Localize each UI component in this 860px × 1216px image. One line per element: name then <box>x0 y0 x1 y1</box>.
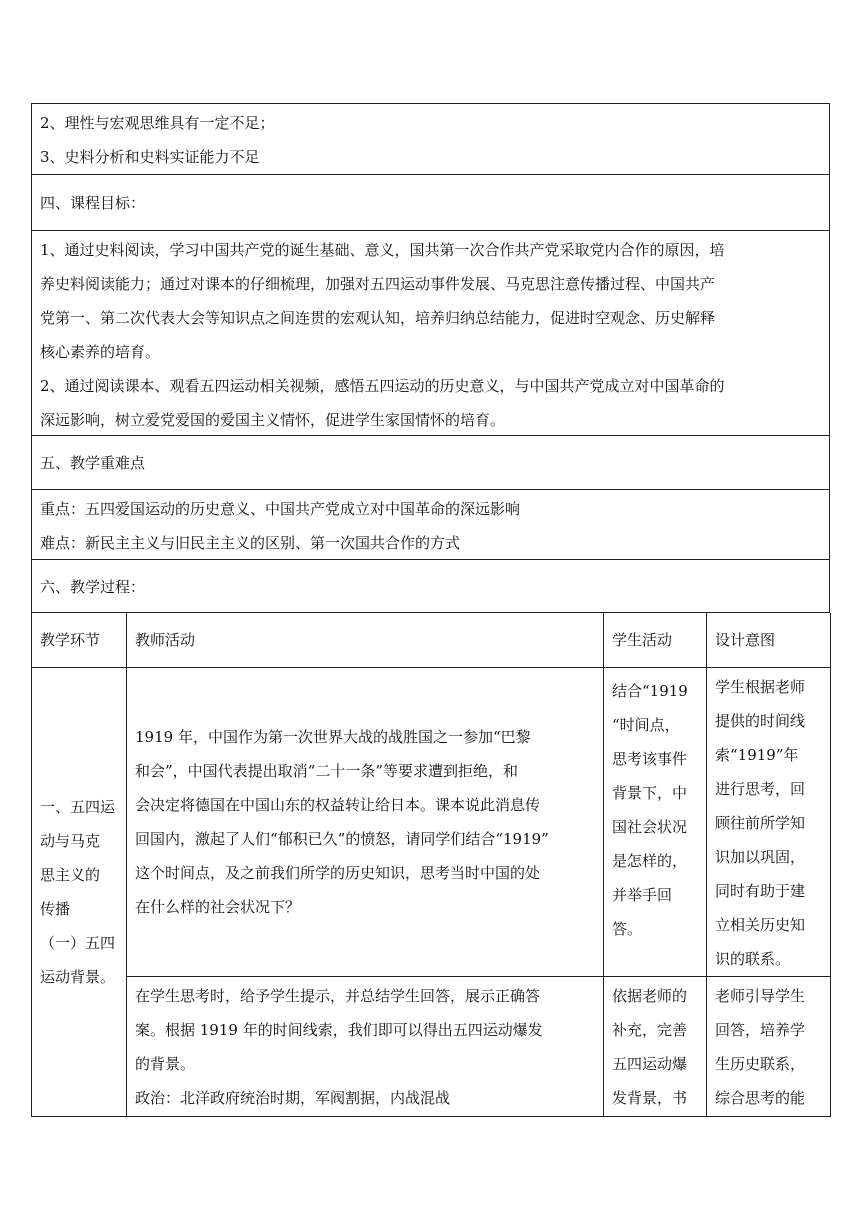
keypoints-heading-block <box>31 436 830 490</box>
goals-block <box>31 231 830 436</box>
process-title: 六、教学过程： <box>40 577 146 596</box>
teacher-line: 的背景。 <box>135 1054 196 1073</box>
stage-line: 思主义的 <box>40 865 101 884</box>
student-line: 发背景，书 <box>612 1088 688 1107</box>
analysis-line-3: 3、史料分析和史料实证能力不足 <box>40 148 260 166</box>
teacher-line: 案。根据 1919 年的时间线索，我们即可以得出五四运动爆发 <box>135 1020 543 1039</box>
goal-line: 2、通过阅读课本、观看五四运动相关视频，感悟五四运动的历史意义，与中国共产党成立对中国革命的 <box>40 377 725 395</box>
stage-line: 动与马克 <box>40 831 101 850</box>
student-line: 并举手回 <box>612 885 673 904</box>
student-line: 背景下，中 <box>612 783 688 802</box>
student-activity-cell <box>604 976 707 1116</box>
goal-line: 党第一、第二次代表大会等知识点之间连贯的宏观认知，培养归纳总结能力，促进时空观念、历史解释 <box>40 309 716 327</box>
student-line: 国社会状况 <box>612 817 688 836</box>
header-design: 设计意图 <box>707 613 831 667</box>
goal-line: 养史料阅读能力；通过对课本的仔细梳理，加强对五四运动事件发展、马克思注意传播过程、中国共产 <box>40 275 716 293</box>
teacher-line: 和会”，中国代表提出取消“二十一条”等要求遭到拒绝，和 <box>135 761 519 780</box>
stage-line: 运动背景。 <box>40 967 116 986</box>
process-heading-block <box>31 560 830 613</box>
student-line: 思考该事件 <box>612 749 688 768</box>
student-line: “时间点， <box>612 715 680 734</box>
table-header-row <box>32 613 831 667</box>
design-line: 回答，培养学 <box>715 1020 806 1039</box>
stage-line: （一）五四 <box>40 933 116 952</box>
table-row <box>32 667 831 976</box>
design-line: 立相关历史知 <box>715 915 806 934</box>
analysis-block <box>31 103 830 175</box>
design-line: 同时有助于建 <box>715 881 806 900</box>
design-line: 学生根据老师 <box>715 677 806 696</box>
stage-line: 一、五四运 <box>40 797 116 816</box>
design-line: 提供的时间线 <box>715 711 806 730</box>
student-line: 补充，完善 <box>612 1020 688 1039</box>
analysis-line-2: 2、理性与宏观思维具有一定不足； <box>40 114 275 132</box>
stage-cell <box>32 667 127 1116</box>
student-line: 答。 <box>612 919 643 938</box>
goal-line: 1、通过史料阅读，学习中国共产党的诞生基础、意义，国共第一次合作共产党采取党内合作的原因，培 <box>40 241 725 259</box>
header-teacher: 教师活动 <box>127 613 604 667</box>
stage-line: 传播 <box>40 899 71 918</box>
teacher-line: 会决定将德国在中国山东的权益转让给日本。课本说此消息传 <box>135 795 541 814</box>
teacher-line: 政治：北洋政府统治时期，军阀割据，内战混战 <box>135 1088 451 1107</box>
teacher-line: 在学生思考时，给予学生提示，并总结学生回答，展示正确答 <box>135 986 541 1005</box>
design-line: 识加以巩固， <box>715 847 806 866</box>
keypoint-important: 重点：五四爱国运动的历史意义、中国共产党成立对中国革命的深远影响 <box>40 500 521 518</box>
keypoints-block <box>31 490 830 560</box>
student-line: 结合“1919 <box>612 681 688 700</box>
table-row <box>32 976 831 1116</box>
goal-line: 深远影响，树立爱党爱国的爱国主义情怀，促进学生家国情怀的培育。 <box>40 411 506 429</box>
design-line: 老师引导学生 <box>715 986 806 1005</box>
design-intent-cell <box>707 976 831 1116</box>
design-line: 综合思考的能 <box>715 1088 806 1107</box>
teacher-line: 这个时间点，及之前我们所学的历史知识，思考当时中国的处 <box>135 863 541 882</box>
document-page <box>31 103 830 1117</box>
design-line: 顾往前所学知 <box>715 813 806 832</box>
design-intent-cell <box>707 667 831 976</box>
design-line: 识的联系。 <box>715 949 791 968</box>
goal-line: 核心素养的培育。 <box>40 343 161 361</box>
design-line: 生历史联系， <box>715 1054 806 1073</box>
student-line: 是怎样的， <box>612 851 688 870</box>
teacher-activity-cell <box>127 667 604 976</box>
goals-title: 四、课程目标： <box>40 194 146 212</box>
teacher-line: 在什么样的社会状况下？ <box>135 897 301 916</box>
teacher-activity-cell <box>127 976 604 1116</box>
keypoints-title: 五、教学重难点 <box>40 454 146 472</box>
student-line: 依据老师的 <box>612 986 688 1005</box>
teacher-line: 1919 年，中国作为第一次世界大战的战胜国之一参加“巴黎 <box>135 727 531 746</box>
student-activity-cell <box>604 667 707 976</box>
student-line: 五四运动爆 <box>612 1054 688 1073</box>
design-line: 索“1919”年 <box>715 745 799 764</box>
teacher-line: 回国内，激起了人们“郁积已久”的愤怒，请同学们结合“1919” <box>135 829 549 848</box>
header-stage: 教学环节 <box>32 613 127 667</box>
header-student: 学生活动 <box>604 613 707 667</box>
design-line: 进行思考，回 <box>715 779 806 798</box>
keypoint-difficult: 难点：新民主主义与旧民主主义的区别、第一次国共合作的方式 <box>40 534 461 552</box>
goals-heading-block <box>31 175 830 231</box>
teaching-process-table <box>31 613 831 1117</box>
